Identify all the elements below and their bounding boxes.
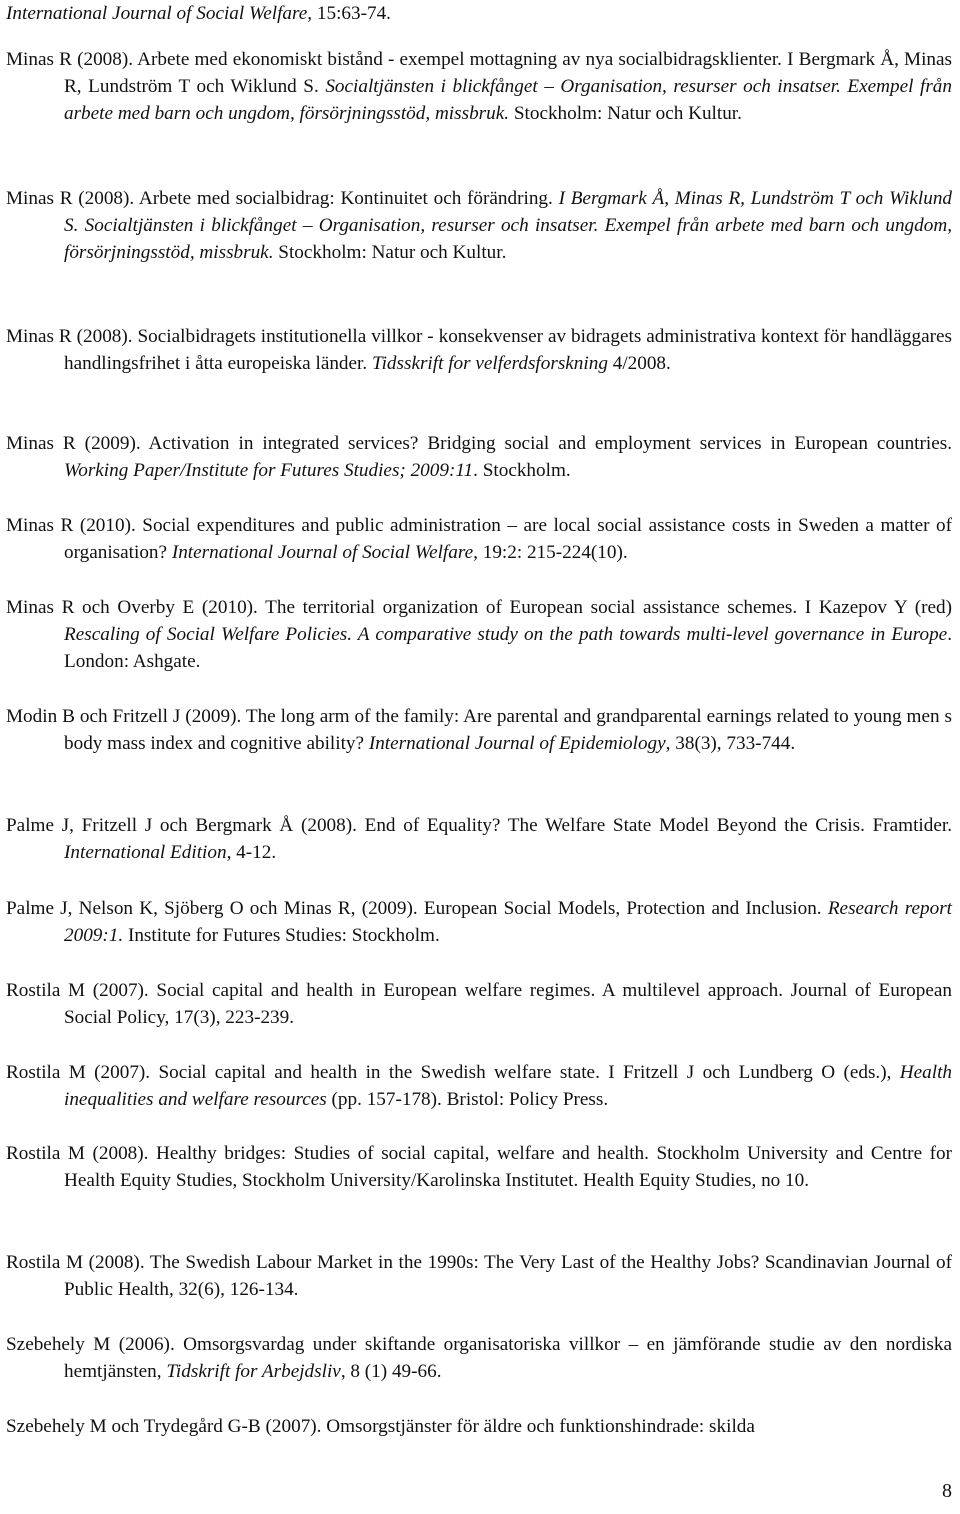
reference-text: Minas R och Overby E (2010). The territorial organization of European social assistance schemes. I Kazepov Y (red) <box>6 597 952 618</box>
reference-entry <box>6 1331 952 1385</box>
reference-text: Modin B och Fritzell J (2009). The long arm of the family: Are parental and grandparental earnings related to young men s body mass index and cognitive ability? <box>6 706 952 754</box>
reference-entry <box>6 977 952 1031</box>
reference-text: Minas R (2008). Arbete med socialbidrag: Kontinuitet och förändring. <box>6 188 559 209</box>
reference-text: , 15:63-74. <box>307 3 391 24</box>
reference-entry <box>6 512 952 566</box>
reference-entry <box>6 1140 952 1194</box>
reference-text: 4/2008. <box>607 353 671 374</box>
reference-text: Palme J, Fritzell J och Bergmark Å (2008). End of Equality? The Welfare State Model Beyond the Crisis. Framtider. <box>6 815 952 836</box>
reference-italic-text: International Edition <box>64 842 227 863</box>
reference-text: 19:2: 215-224(10). <box>477 542 628 563</box>
reference-italic-text: Socialtjänsten i blickfånget – Organisation, resurser och insatser. Exempel från arbete med barn och ungdom, försörjningsstöd, missbruk. <box>64 76 952 124</box>
reference-text: Minas R (2009). Activation in integrated services? Bridging social and employment services in European countries. <box>6 433 952 454</box>
reference-text: Stockholm: Natur och Kultur. <box>273 242 507 263</box>
reference-text: Rostila M (2007). Social capital and health in the Swedish welfare state. I Fritzell J och Lundberg O (eds.), <box>6 1062 900 1083</box>
reference-text: , 8 (1) 49-66. <box>340 1361 442 1382</box>
reference-entry <box>6 1413 952 1440</box>
reference-italic-text: I Bergmark Å, Minas R, Lundström T och Wiklund S. Socialtjänsten i blickfånget – Organisation, resurser och insatser. Exempel från arbete med barn och ungdom, försörjningsstöd, missbruk. <box>64 188 953 263</box>
reference-entry <box>6 1059 952 1113</box>
reference-entry <box>6 1249 952 1303</box>
reference-text: , 38(3), 733-744. <box>665 733 796 754</box>
reference-entry <box>6 594 952 675</box>
reference-entry <box>6 895 952 949</box>
reference-italic-text: Tidsskrift for velferdsforskning <box>371 353 608 374</box>
reference-text: Stockholm: Natur och Kultur. <box>509 103 742 124</box>
reference-text: Institute for Futures Studies: Stockholm. <box>123 925 440 946</box>
reference-text: , 4-12. <box>226 842 277 863</box>
reference-italic-text: Rescaling of Social Welfare Policies. A comparative study on the path towards multi-level governance in Europe <box>64 624 948 645</box>
reference-entry <box>6 46 952 127</box>
reference-entry <box>6 812 952 866</box>
reference-entry <box>6 323 952 377</box>
reference-text: Rostila M (2008). The Swedish Labour Market in the 1990s: The Very Last of the Healthy Jobs? Scandinavian Journal of Public Health, 32(6), 126-134. <box>6 1252 952 1300</box>
reference-italic-text: International Journal of Social Welfare <box>6 3 308 24</box>
reference-italic-text: Research report 2009:1. <box>64 898 952 946</box>
reference-italic-text: International Journal of Social Welfare, <box>171 542 478 563</box>
reference-text: Rostila M (2007). Social capital and health in European welfare regimes. A multilevel approach. Journal of European Social Policy, 17(3), 223-239. <box>6 980 952 1028</box>
reference-text: . London: Ashgate. <box>64 624 952 672</box>
reference-text: Rostila M (2008). Healthy bridges: Studies of social capital, welfare and health. Stockholm University and Centre for Health Equity Studies, Stockholm University/Karolinska Institutet. Health Equity Studies, no 10. <box>6 1143 952 1191</box>
reference-text: Palme J, Nelson K, Sjöberg O och Minas R, (2009). European Social Models, Protection and Inclusion. <box>6 898 828 919</box>
reference-text: Minas R (2008). Arbete med ekonomiskt bistånd - exempel mottagning av nya socialbidragsklienter. I Bergmark Å, Minas R, Lundström T och Wiklund S. <box>6 49 952 97</box>
reference-italic-text: Health inequalities and welfare resources <box>64 1062 952 1110</box>
reference-text: Minas R (2008). Socialbidragets institutionella villkor - konsekvenser av bidragets administrativa kontext för handläggares handlingsfrihet i åtta europeiska länder. <box>6 326 952 374</box>
reference-italic-text: International Journal of Epidemiology <box>368 733 666 754</box>
reference-entry <box>6 185 952 266</box>
reference-text: Szebehely M (2006). Omsorgsvardag under skiftande organisatoriska villkor – en jämförande studie av den nordiska hemtjänsten, <box>6 1334 952 1382</box>
reference-italic-text: Working Paper/Institute for Futures Studies; 2009:11 <box>64 460 474 481</box>
reference-text: . Stockholm. <box>473 460 571 481</box>
reference-entry <box>6 430 952 484</box>
reference-text: (pp. 157-178). Bristol: Policy Press. <box>326 1089 609 1110</box>
reference-italic-text: Tidskrift for Arbejdsliv <box>166 1361 341 1382</box>
reference-text: Szebehely M och Trydegård G-B (2007). Omsorgstjänster för äldre och funktionshindrade: skilda <box>6 1416 755 1437</box>
reference-text: Minas R (2010). Social expenditures and public administration – are local social assistance costs in Sweden a matter of organisation? <box>6 515 952 563</box>
reference-entry <box>6 703 952 757</box>
reference-entry-continuation <box>6 0 952 27</box>
page-number: 8 <box>942 1480 952 1502</box>
